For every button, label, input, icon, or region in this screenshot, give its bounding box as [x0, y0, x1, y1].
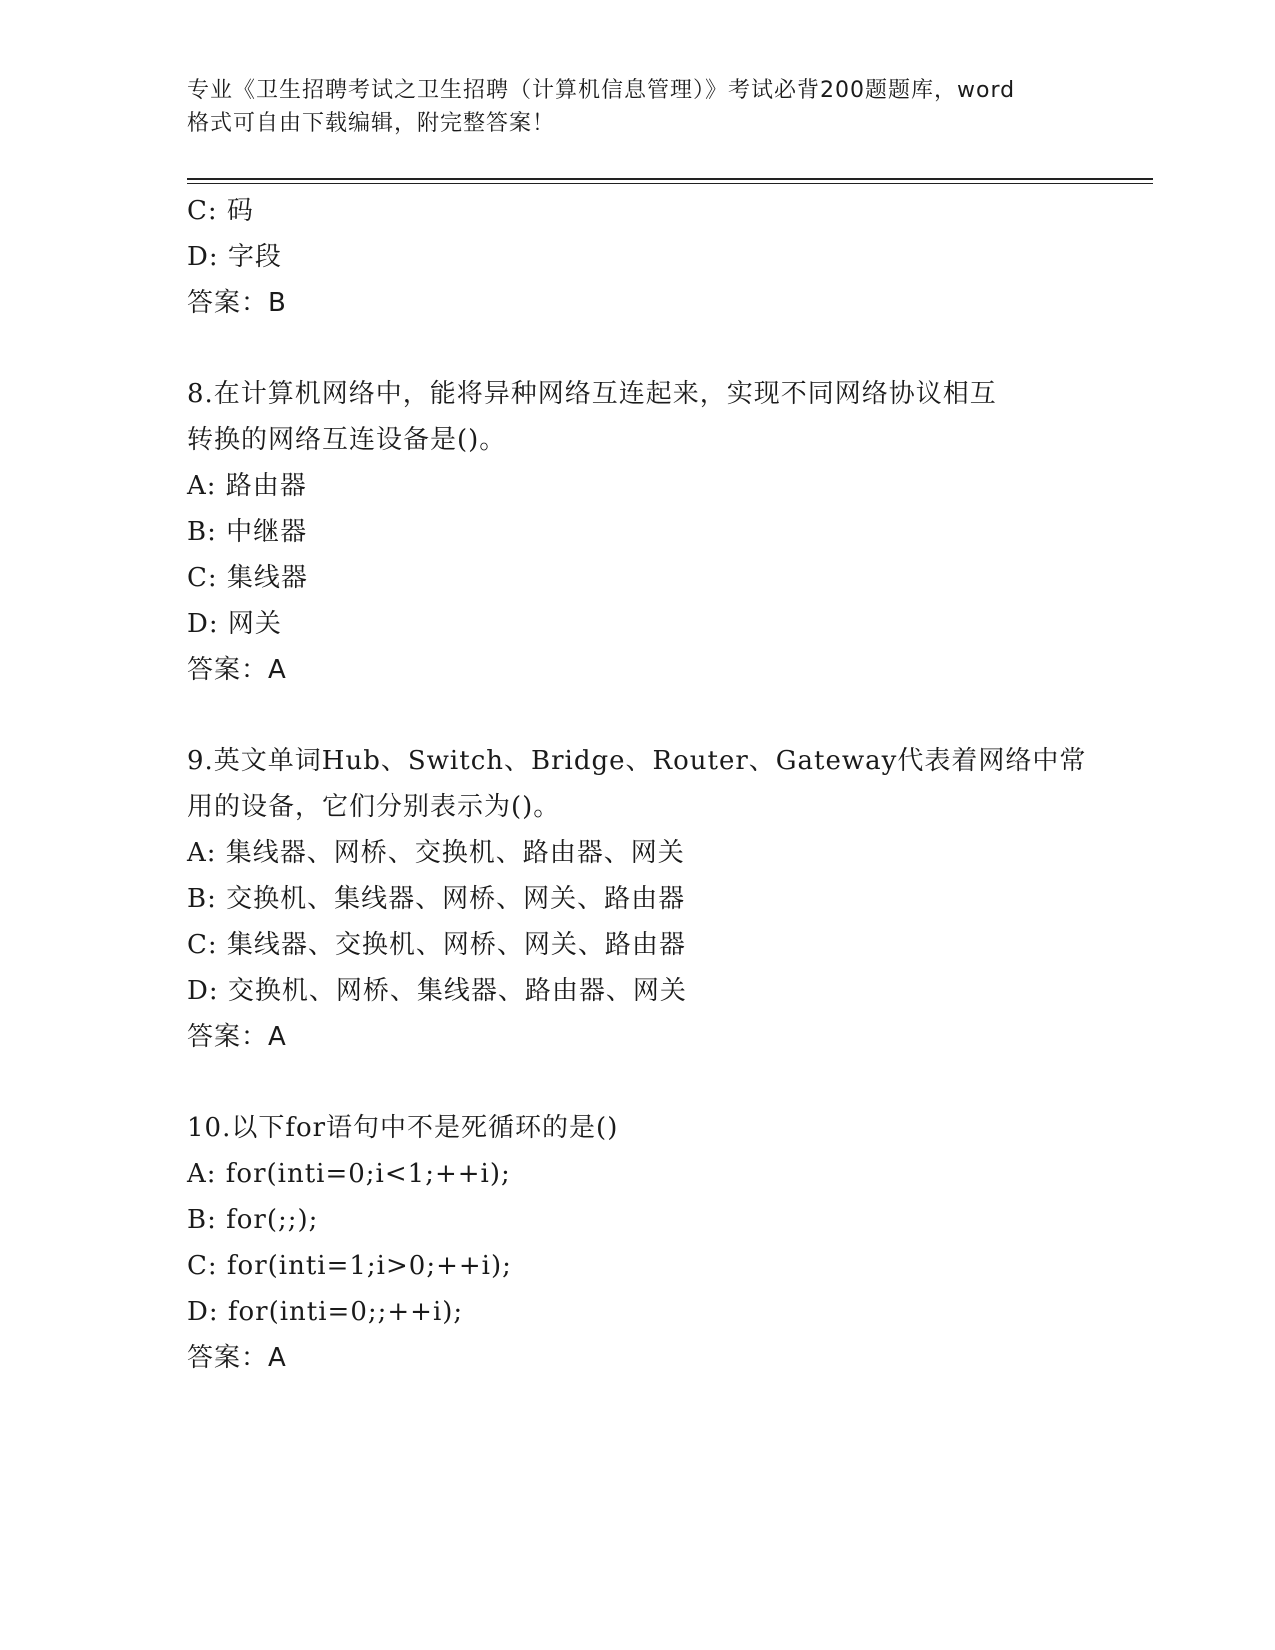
option-d: D: 字段 [187, 242, 282, 272]
option-d: D: for(inti=0;;++i); [187, 1297, 464, 1327]
option-a: A: for(inti=0;i<1;++i); [187, 1159, 511, 1189]
question-8 [187, 371, 1087, 693]
spacer [187, 693, 1087, 738]
answer-line: 答案：B [187, 288, 287, 318]
question-stem-line: 转换的网络互连设备是()。 [187, 425, 507, 455]
option-b: B: for(;;); [187, 1205, 319, 1235]
spacer [187, 1060, 1087, 1105]
header-rule-thick [187, 178, 1153, 180]
option-b: B: 交换机、集线器、网桥、网关、路由器 [187, 884, 686, 914]
option-a: A: 路由器 [187, 471, 307, 501]
spacer [187, 326, 1087, 371]
question-10 [187, 1105, 1087, 1381]
answer-line: 答案：A [187, 655, 287, 685]
answer-line: 答案：A [187, 1343, 287, 1373]
question-stem-line: 10.以下for语句中不是死循环的是() [187, 1113, 619, 1143]
carryover-question [187, 188, 1087, 326]
header-rule-thin [187, 183, 1153, 184]
option-b: B: 中继器 [187, 517, 308, 547]
option-d: D: 网关 [187, 609, 282, 639]
option-c: C: 码 [187, 196, 254, 226]
document-body [187, 188, 1087, 1381]
option-c: C: 集线器 [187, 563, 308, 593]
answer-line: 答案：A [187, 1022, 287, 1052]
question-stem-line: 8.在计算机网络中，能将异种网络互连起来，实现不同网络协议相互 [187, 379, 997, 409]
question-stem-line: 9.英文单词Hub、Switch、Bridge、Router、Gateway代表着网络中常 [187, 746, 1087, 776]
question-9 [187, 738, 1087, 1060]
option-c: C: 集线器、交换机、网桥、网关、路由器 [187, 930, 686, 960]
option-c: C: for(inti=1;i>0;++i); [187, 1251, 512, 1281]
option-d: D: 交换机、网桥、集线器、路由器、网关 [187, 976, 687, 1006]
header-line-2: 格式可自由下载编辑，附完整答案！ [187, 111, 556, 136]
option-a: A: 集线器、网桥、交换机、路由器、网关 [187, 838, 685, 868]
question-stem-line: 用的设备，它们分别表示为()。 [187, 792, 561, 822]
header-line-1: 专业《卫生招聘考试之卫生招聘（计算机信息管理）》考试必背200题题库，word [187, 78, 1016, 103]
page-header [187, 74, 1087, 140]
